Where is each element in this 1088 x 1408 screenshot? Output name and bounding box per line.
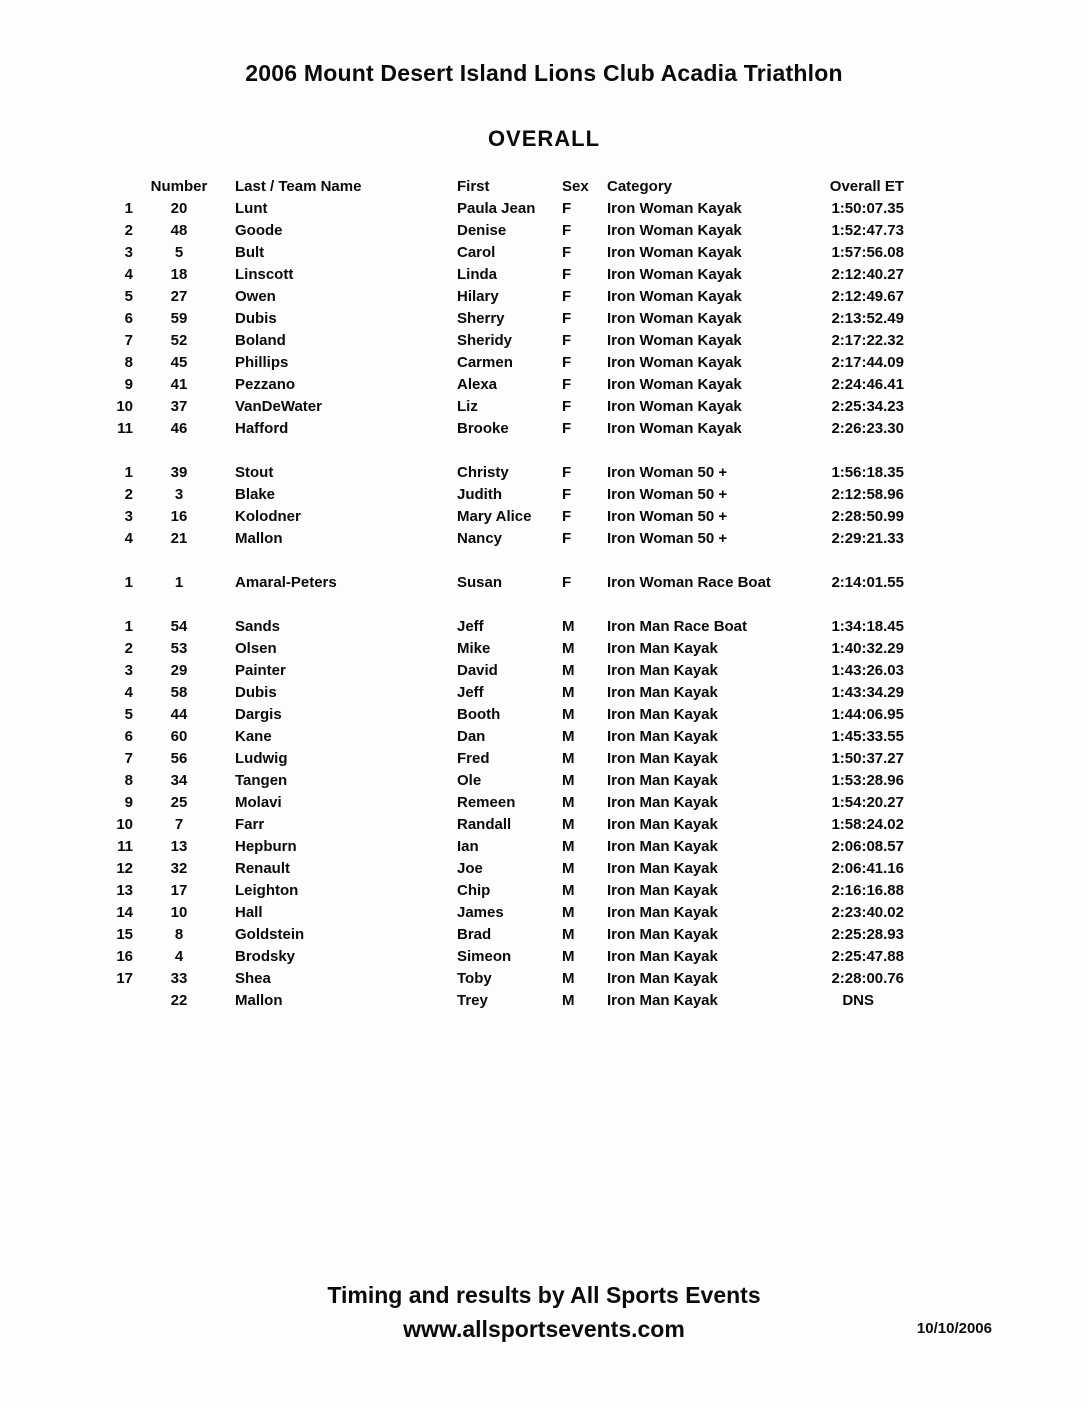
- category-cell: Iron Woman 50 +: [607, 530, 728, 547]
- category-cell: Iron Man Kayak: [607, 772, 718, 789]
- last-name-cell: Hafford: [235, 420, 289, 437]
- sex-cell: M: [562, 750, 575, 767]
- first-name-cell: Randall: [457, 816, 512, 833]
- table-row: [90, 660, 904, 682]
- overall-et-cell: 2:14:01.55: [831, 574, 904, 591]
- col-header-first: First: [457, 178, 490, 195]
- sex-cell: F: [562, 508, 572, 525]
- number-cell: 56: [170, 750, 188, 767]
- last-name-cell: Linscott: [235, 266, 294, 283]
- first-name-cell: Chip: [457, 882, 491, 899]
- overall-et-cell: 1:58:24.02: [831, 816, 904, 833]
- overall-et-cell: 2:23:40.02: [831, 904, 904, 921]
- overall-et-cell: 2:29:21.33: [831, 530, 904, 547]
- first-name-cell: Ole: [457, 772, 482, 789]
- sex-cell: M: [562, 618, 575, 635]
- overall-et-cell: 1:43:34.29: [831, 684, 904, 701]
- sex-cell: F: [562, 266, 572, 283]
- last-name-cell: Leighton: [235, 882, 299, 899]
- last-name-cell: Phillips: [235, 354, 289, 371]
- last-name-cell: Bult: [235, 244, 265, 261]
- first-name-cell: Jeff: [457, 618, 484, 635]
- table-row: [90, 462, 904, 484]
- number-cell: 53: [170, 640, 188, 657]
- table-row: [90, 726, 904, 748]
- results-table-body: [90, 198, 904, 1012]
- table-row: [90, 572, 904, 594]
- number-cell: 34: [170, 772, 188, 789]
- sex-cell: M: [562, 640, 575, 657]
- sex-cell: M: [562, 970, 575, 987]
- sex-cell: F: [562, 420, 572, 437]
- overall-et-cell: DNS: [842, 992, 874, 1009]
- place-cell: 3: [124, 508, 133, 525]
- place-cell: 2: [124, 486, 133, 503]
- place-cell: 1: [124, 618, 133, 635]
- results-group: [90, 572, 904, 594]
- category-cell: Iron Man Kayak: [607, 904, 718, 921]
- col-header-place: [90, 176, 133, 198]
- first-name-cell: Paula Jean: [457, 200, 536, 217]
- sex-cell: M: [562, 816, 575, 833]
- sex-cell: F: [562, 354, 572, 371]
- results-group: [90, 462, 904, 550]
- sex-cell: F: [562, 310, 572, 327]
- overall-et-cell: 2:16:16.88: [831, 882, 904, 899]
- place-cell: 12: [116, 860, 133, 877]
- table-row: [90, 220, 904, 242]
- number-cell: 18: [170, 266, 188, 283]
- place-cell: 2: [124, 222, 133, 239]
- number-cell: 1: [174, 574, 184, 591]
- place-cell: 2: [124, 640, 133, 657]
- first-name-cell: Alexa: [457, 376, 498, 393]
- sex-cell: F: [562, 332, 572, 349]
- first-name-cell: Fred: [457, 750, 490, 767]
- table-row: [90, 748, 904, 770]
- first-name-cell: Toby: [457, 970, 492, 987]
- table-row: [90, 352, 904, 374]
- place-cell: 7: [124, 332, 133, 349]
- number-cell: 10: [170, 904, 188, 921]
- category-cell: Iron Man Kayak: [607, 662, 718, 679]
- sex-cell: M: [562, 772, 575, 789]
- category-cell: Iron Woman Kayak: [607, 354, 742, 371]
- category-cell: Iron Man Kayak: [607, 948, 718, 965]
- overall-et-cell: 2:13:52.49: [831, 310, 904, 327]
- first-name-cell: James: [457, 904, 504, 921]
- sex-cell: M: [562, 882, 575, 899]
- table-row: [90, 396, 904, 418]
- category-cell: Iron Woman Kayak: [607, 310, 742, 327]
- last-name-cell: Owen: [235, 288, 276, 305]
- place-cell: 5: [124, 706, 133, 723]
- table-row: [90, 528, 904, 550]
- first-name-cell: Hilary: [457, 288, 499, 305]
- table-row: [90, 836, 904, 858]
- number-cell: 8: [174, 926, 184, 943]
- table-row: [90, 330, 904, 352]
- table-row: [90, 286, 904, 308]
- place-cell: 8: [124, 772, 133, 789]
- place-cell: 13: [116, 882, 133, 899]
- last-name-cell: Dargis: [235, 706, 282, 723]
- number-cell: 5: [174, 244, 184, 261]
- last-name-cell: Kane: [235, 728, 272, 745]
- table-row: [90, 616, 904, 638]
- table-row: [90, 968, 904, 990]
- number-cell: 20: [170, 200, 188, 217]
- overall-et-cell: 2:25:28.93: [831, 926, 904, 943]
- sex-cell: F: [562, 574, 572, 591]
- table-header-row: [90, 176, 904, 198]
- place-cell: 6: [124, 310, 133, 327]
- first-name-cell: Joe: [457, 860, 483, 877]
- first-name-cell: Denise: [457, 222, 507, 239]
- footer-credit-line: Timing and results by All Sports Events: [327, 1282, 761, 1308]
- category-cell: Iron Woman Kayak: [607, 222, 742, 239]
- category-cell: Iron Man Kayak: [607, 684, 718, 701]
- category-cell: Iron Man Kayak: [607, 970, 718, 987]
- last-name-cell: Goode: [235, 222, 283, 239]
- last-name-cell: Olsen: [235, 640, 277, 657]
- col-header-sex: Sex: [562, 178, 589, 195]
- overall-et-cell: 2:25:47.88: [831, 948, 904, 965]
- first-name-cell: Judith: [457, 486, 502, 503]
- number-cell: 13: [170, 838, 188, 855]
- category-cell: Iron Woman Race Boat: [607, 574, 771, 591]
- place-cell: 10: [116, 816, 133, 833]
- last-name-cell: Pezzano: [235, 376, 296, 393]
- category-cell: Iron Woman 50 +: [607, 486, 728, 503]
- last-name-cell: Sands: [235, 618, 281, 635]
- place-cell: 5: [124, 288, 133, 305]
- first-name-cell: Remeen: [457, 794, 516, 811]
- place-cell: 7: [124, 750, 133, 767]
- table-row: [90, 924, 904, 946]
- col-header-category: Category: [607, 178, 673, 195]
- table-row: [90, 638, 904, 660]
- overall-et-cell: 1:56:18.35: [831, 464, 904, 481]
- col-header-last-team-name: Last / Team Name: [235, 178, 362, 195]
- first-name-cell: Simeon: [457, 948, 512, 965]
- last-name-cell: Tangen: [235, 772, 288, 789]
- place-cell: 4: [124, 530, 133, 547]
- category-cell: Iron Man Kayak: [607, 838, 718, 855]
- place-cell: 1: [124, 200, 133, 217]
- results-group: [90, 616, 904, 1012]
- overall-et-cell: 2:28:50.99: [831, 508, 904, 525]
- last-name-cell: Blake: [235, 486, 276, 503]
- category-cell: Iron Woman Kayak: [607, 288, 742, 305]
- place-cell: 15: [116, 926, 133, 943]
- place-cell: 4: [124, 684, 133, 701]
- place-cell: 17: [116, 970, 133, 987]
- first-name-cell: Dan: [457, 728, 486, 745]
- place-cell: 1: [124, 464, 133, 481]
- last-name-cell: Dubis: [235, 310, 277, 327]
- first-name-cell: Brad: [457, 926, 492, 943]
- sex-cell: F: [562, 200, 572, 217]
- table-row: [90, 990, 904, 1012]
- category-cell: Iron Man Kayak: [607, 860, 718, 877]
- category-cell: Iron Woman 50 +: [607, 464, 728, 481]
- overall-et-cell: 1:34:18.45: [831, 618, 904, 635]
- table-row: [90, 858, 904, 880]
- overall-et-cell: 2:12:40.27: [831, 266, 904, 283]
- first-name-cell: Trey: [457, 992, 488, 1009]
- first-name-cell: Nancy: [457, 530, 503, 547]
- category-cell: Iron Woman Kayak: [607, 332, 742, 349]
- last-name-cell: Hall: [235, 904, 263, 921]
- number-cell: 33: [170, 970, 188, 987]
- number-cell: 7: [174, 816, 184, 833]
- number-cell: 3: [174, 486, 184, 503]
- category-cell: Iron Woman Kayak: [607, 376, 742, 393]
- table-row: [90, 682, 904, 704]
- number-cell: 44: [170, 706, 188, 723]
- last-name-cell: VanDeWater: [235, 398, 322, 415]
- place-cell: 10: [116, 398, 133, 415]
- first-name-cell: David: [457, 662, 498, 679]
- category-cell: Iron Woman Kayak: [607, 420, 742, 437]
- overall-et-cell: 2:28:00.76: [831, 970, 904, 987]
- last-name-cell: Stout: [235, 464, 274, 481]
- page-title: 2006 Mount Desert Island Lions Club Acadia Triathlon: [245, 60, 843, 86]
- overall-et-cell: 1:44:06.95: [831, 706, 904, 723]
- number-cell: 25: [170, 794, 188, 811]
- first-name-cell: Brooke: [457, 420, 509, 437]
- number-cell: 22: [170, 992, 188, 1009]
- table-row: [90, 880, 904, 902]
- place-cell: 14: [116, 904, 133, 921]
- sex-cell: F: [562, 222, 572, 239]
- sex-cell: F: [562, 398, 572, 415]
- sex-cell: F: [562, 464, 572, 481]
- number-cell: 54: [170, 618, 188, 635]
- table-row: [90, 814, 904, 836]
- number-cell: 58: [170, 684, 188, 701]
- last-name-cell: Hepburn: [235, 838, 297, 855]
- last-name-cell: Mallon: [235, 530, 283, 547]
- place-cell: 9: [124, 794, 133, 811]
- results-group: [90, 198, 904, 440]
- table-row: [90, 792, 904, 814]
- place-cell: [90, 990, 133, 1012]
- results-table: [90, 176, 904, 1012]
- place-cell: 1: [124, 574, 133, 591]
- table-row: [90, 946, 904, 968]
- category-cell: Iron Man Kayak: [607, 728, 718, 745]
- place-cell: 3: [124, 662, 133, 679]
- category-cell: Iron Woman Kayak: [607, 266, 742, 283]
- first-name-cell: Booth: [457, 706, 501, 723]
- category-cell: Iron Man Kayak: [607, 926, 718, 943]
- last-name-cell: Shea: [235, 970, 271, 987]
- category-cell: Iron Woman Kayak: [607, 398, 742, 415]
- number-cell: 41: [170, 376, 188, 393]
- place-cell: 16: [116, 948, 133, 965]
- category-cell: Iron Man Kayak: [607, 706, 718, 723]
- last-name-cell: Dubis: [235, 684, 277, 701]
- number-cell: 4: [174, 948, 184, 965]
- overall-et-cell: 1:52:47.73: [831, 222, 904, 239]
- number-cell: 59: [170, 310, 188, 327]
- overall-et-cell: 1:40:32.29: [831, 640, 904, 657]
- category-cell: Iron Woman Kayak: [607, 200, 742, 217]
- first-name-cell: Sherry: [457, 310, 505, 327]
- category-cell: Iron Man Kayak: [607, 882, 718, 899]
- sex-cell: M: [562, 838, 575, 855]
- table-row: [90, 308, 904, 330]
- overall-et-cell: 1:50:37.27: [831, 750, 904, 767]
- table-row: [90, 704, 904, 726]
- table-row: [90, 418, 904, 440]
- last-name-cell: Brodsky: [235, 948, 296, 965]
- number-cell: 48: [170, 222, 188, 239]
- table-row: [90, 242, 904, 264]
- category-cell: Iron Man Race Boat: [607, 618, 748, 635]
- section-title: OVERALL: [487, 126, 601, 151]
- number-cell: 17: [170, 882, 188, 899]
- number-cell: 37: [170, 398, 188, 415]
- overall-et-cell: 2:06:41.16: [831, 860, 904, 877]
- number-cell: 29: [170, 662, 188, 679]
- overall-et-cell: 2:12:49.67: [831, 288, 904, 305]
- last-name-cell: Lunt: [235, 200, 268, 217]
- sex-cell: M: [562, 904, 575, 921]
- overall-et-cell: 1:43:26.03: [831, 662, 904, 679]
- first-name-cell: Mary Alice: [457, 508, 532, 525]
- overall-et-cell: 1:45:33.55: [831, 728, 904, 745]
- overall-et-cell: 2:26:23.30: [831, 420, 904, 437]
- overall-et-cell: 2:25:34.23: [831, 398, 904, 415]
- category-cell: Iron Woman 50 +: [607, 508, 728, 525]
- place-cell: 3: [124, 244, 133, 261]
- sex-cell: M: [562, 860, 575, 877]
- last-name-cell: Boland: [235, 332, 286, 349]
- overall-et-cell: 2:17:22.32: [831, 332, 904, 349]
- overall-et-cell: 2:17:44.09: [831, 354, 904, 371]
- first-name-cell: Carol: [457, 244, 496, 261]
- place-cell: 11: [117, 420, 133, 437]
- sex-cell: M: [562, 684, 575, 701]
- category-cell: Iron Man Kayak: [607, 750, 718, 767]
- last-name-cell: Molavi: [235, 794, 282, 811]
- place-cell: 9: [124, 376, 133, 393]
- sex-cell: M: [562, 948, 575, 965]
- number-cell: 60: [170, 728, 188, 745]
- first-name-cell: Christy: [457, 464, 509, 481]
- number-cell: 45: [170, 354, 188, 371]
- first-name-cell: Ian: [457, 838, 479, 855]
- number-cell: 16: [170, 508, 188, 525]
- overall-et-cell: 1:50:07.35: [831, 200, 904, 217]
- table-row: [90, 770, 904, 792]
- category-cell: Iron Man Kayak: [607, 992, 718, 1009]
- footer-website: www.allsportsevents.com: [403, 1316, 685, 1342]
- place-cell: 4: [124, 266, 133, 283]
- table-row: [90, 264, 904, 286]
- last-name-cell: Kolodner: [235, 508, 301, 525]
- last-name-cell: Mallon: [235, 992, 283, 1009]
- place-cell: 8: [124, 354, 133, 371]
- number-cell: 32: [170, 860, 188, 877]
- page-date: 10/10/2006: [916, 1320, 992, 1337]
- overall-et-cell: 1:54:20.27: [831, 794, 904, 811]
- sex-cell: F: [562, 530, 572, 547]
- overall-et-cell: 2:24:46.41: [831, 376, 904, 393]
- last-name-cell: Renault: [235, 860, 291, 877]
- number-cell: 21: [170, 530, 188, 547]
- first-name-cell: Linda: [457, 266, 497, 283]
- sex-cell: M: [562, 662, 575, 679]
- first-name-cell: Carmen: [457, 354, 513, 371]
- last-name-cell: Painter: [235, 662, 286, 679]
- sex-cell: M: [562, 794, 575, 811]
- table-row: [90, 198, 904, 220]
- category-cell: Iron Man Kayak: [607, 816, 718, 833]
- overall-et-cell: 2:06:08.57: [831, 838, 904, 855]
- first-name-cell: Liz: [457, 398, 478, 415]
- first-name-cell: Susan: [457, 574, 503, 591]
- col-header-number: Number: [150, 178, 208, 195]
- table-row: [90, 902, 904, 924]
- first-name-cell: Sheridy: [457, 332, 513, 349]
- col-header-overall-et: Overall ET: [829, 178, 904, 195]
- place-cell: 6: [124, 728, 133, 745]
- sex-cell: F: [562, 288, 572, 305]
- sex-cell: M: [562, 926, 575, 943]
- first-name-cell: Mike: [457, 640, 491, 657]
- number-cell: 27: [170, 288, 188, 305]
- sex-cell: F: [562, 376, 572, 393]
- sex-cell: M: [562, 992, 575, 1009]
- category-cell: Iron Woman Kayak: [607, 244, 742, 261]
- last-name-cell: Goldstein: [235, 926, 305, 943]
- overall-et-cell: 2:12:58.96: [831, 486, 904, 503]
- table-row: [90, 484, 904, 506]
- sex-cell: M: [562, 706, 575, 723]
- first-name-cell: Jeff: [457, 684, 484, 701]
- sex-cell: F: [562, 486, 572, 503]
- number-cell: 46: [170, 420, 188, 437]
- sex-cell: M: [562, 728, 575, 745]
- last-name-cell: Farr: [235, 816, 265, 833]
- sex-cell: F: [562, 244, 572, 261]
- category-cell: Iron Man Kayak: [607, 794, 718, 811]
- place-cell: 11: [117, 838, 133, 855]
- overall-et-cell: 1:57:56.08: [831, 244, 904, 261]
- last-name-cell: Amaral-Peters: [235, 574, 337, 591]
- overall-et-cell: 1:53:28.96: [831, 772, 904, 789]
- category-cell: Iron Man Kayak: [607, 640, 718, 657]
- last-name-cell: Ludwig: [235, 750, 288, 767]
- number-cell: 52: [170, 332, 188, 349]
- table-row: [90, 506, 904, 528]
- table-row: [90, 374, 904, 396]
- number-cell: 39: [170, 464, 188, 481]
